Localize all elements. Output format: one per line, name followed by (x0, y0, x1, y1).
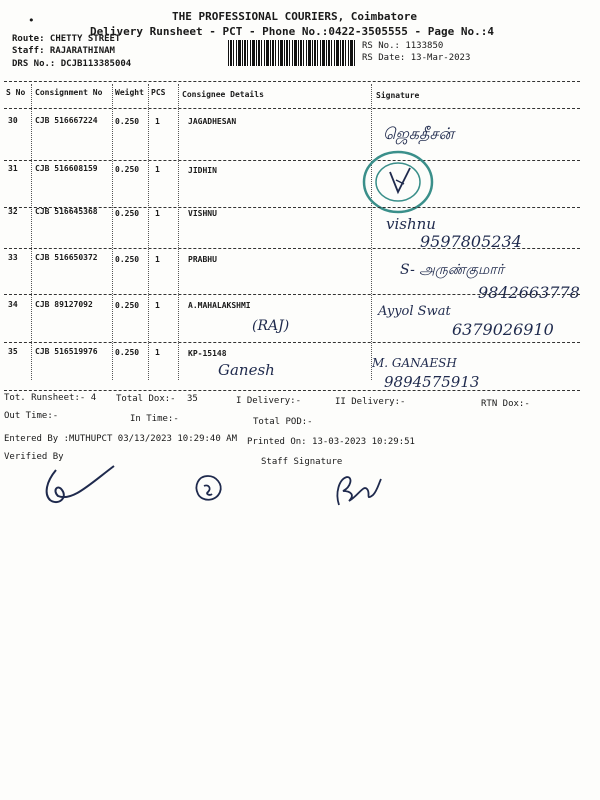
rtn-dox: RTN Dox:- (481, 399, 530, 409)
total-dox-label: Total Dox:- (116, 394, 176, 404)
row-consignee: PRABHU (188, 255, 217, 264)
company-name: THE PROFESSIONAL COURIERS, Coimbatore (172, 10, 418, 23)
handwritten-signature: Ayyol Swat (378, 304, 451, 319)
handwritten-phone: 9842663778 (478, 283, 580, 302)
rs-date: RS Date: 13-Mar-2023 (362, 53, 471, 63)
col-consignment: Consignment No (35, 88, 103, 97)
i-delivery: I Delivery:- (236, 396, 302, 406)
verifier-initials (190, 470, 226, 506)
row-weight: 0.250 (115, 165, 140, 174)
row-pcs: 1 (155, 348, 160, 357)
office-stamp (360, 150, 436, 214)
row-consignment: CJB 516650372 (35, 253, 98, 262)
handwritten-signature: vishnu (386, 215, 436, 233)
handwritten-phone: 9597805234 (420, 232, 522, 251)
col-weight: Weight (115, 88, 144, 97)
row-weight: 0.250 (115, 255, 140, 264)
row-consignment: CJB 516519976 (35, 347, 98, 356)
row-consignment: CJB 516667224 (35, 116, 98, 125)
total-pod: Total POD:- (253, 417, 313, 427)
row-pcs: 1 (155, 301, 160, 310)
route-label: Route: CHETTY STREET (12, 34, 121, 44)
barcode (228, 40, 356, 66)
col-pcs: PCS (151, 88, 166, 97)
row-rule (4, 294, 580, 295)
ii-delivery: II Delivery:- (335, 397, 406, 407)
row-rule (4, 160, 580, 161)
row-consignee: A.MAHALAKSHMI (188, 301, 251, 310)
row-consignee: VISHNU (188, 209, 217, 218)
row-rule (4, 342, 580, 343)
handwritten-phone: 9894575913 (384, 373, 480, 391)
row-sno: 34 (8, 300, 18, 309)
row-pcs: 1 (155, 117, 160, 126)
row-consignment: CJB 89127092 (35, 300, 93, 309)
col-divider (31, 84, 32, 380)
row-sno: 30 (8, 116, 18, 125)
table-bottom-rule (4, 390, 580, 391)
col-divider (178, 84, 179, 380)
in-time: In Time:- (130, 414, 179, 424)
row-pcs: 1 (155, 255, 160, 264)
row-sno: 31 (8, 164, 18, 173)
handwritten-phone: 6379026910 (452, 320, 554, 339)
handwritten-signature: M. GANAESH (372, 356, 457, 370)
rs-number: RS No.: 1133850 (362, 41, 444, 51)
row-sno: 32 (8, 207, 18, 216)
header-bullet: • (28, 14, 35, 27)
header-bottom-rule (4, 108, 580, 109)
row-weight: 0.250 (115, 301, 140, 310)
row-sno: 33 (8, 253, 18, 262)
col-divider (112, 84, 113, 380)
staff-signature-label: Staff Signature (261, 457, 343, 467)
row-sno: 35 (8, 347, 18, 356)
entered-by: Entered By :MUTHUPCT 03/13/2023 10:29:40 AM (4, 434, 237, 444)
drs-number: DRS No.: DCJB113385004 (12, 59, 132, 69)
row-pcs: 1 (155, 209, 160, 218)
row-consignment: CJB 516645368 (35, 207, 98, 216)
row-pcs: 1 (155, 165, 160, 174)
row-weight: 0.250 (115, 348, 140, 357)
handwritten-note: (RAJ) (252, 318, 290, 334)
staff-label: Staff: RAJARATHINAM (12, 46, 115, 56)
staff-signature (325, 465, 385, 515)
header-top-rule (4, 81, 580, 82)
row-consignee: JAGADHESAN (188, 117, 237, 126)
col-sno: S No (6, 88, 26, 97)
runsheet-title: Delivery Runsheet - PCT - Phone No.:0422-3505555 - Page No.:4 (90, 25, 494, 38)
printed-on: Printed On: 13-03-2023 10:29:51 (247, 437, 415, 447)
handwritten-signature: ஜெகதீசன் (383, 124, 454, 143)
out-time: Out Time:- (4, 411, 59, 421)
tot-runsheet: Tot. Runsheet:- 4 (4, 393, 97, 403)
col-consignee: Consignee Details (182, 90, 264, 99)
row-rule (4, 248, 580, 249)
col-divider (148, 84, 149, 380)
handwritten-note: Ganesh (218, 361, 275, 379)
row-weight: 0.250 (115, 209, 140, 218)
col-divider (371, 84, 372, 380)
row-weight: 0.250 (115, 117, 140, 126)
handwritten-signature: S- அருண்குமார் (400, 262, 504, 278)
verifier-signature (38, 460, 120, 510)
row-consignee: KP-15148 (188, 349, 227, 358)
row-consignment: CJB 516608159 (35, 164, 98, 173)
total-dox-value: 35 (187, 394, 198, 404)
verified-by-label: Verified By (4, 452, 64, 462)
row-consignee: JIDHIN (188, 166, 217, 175)
col-signature: Signature (376, 91, 420, 100)
